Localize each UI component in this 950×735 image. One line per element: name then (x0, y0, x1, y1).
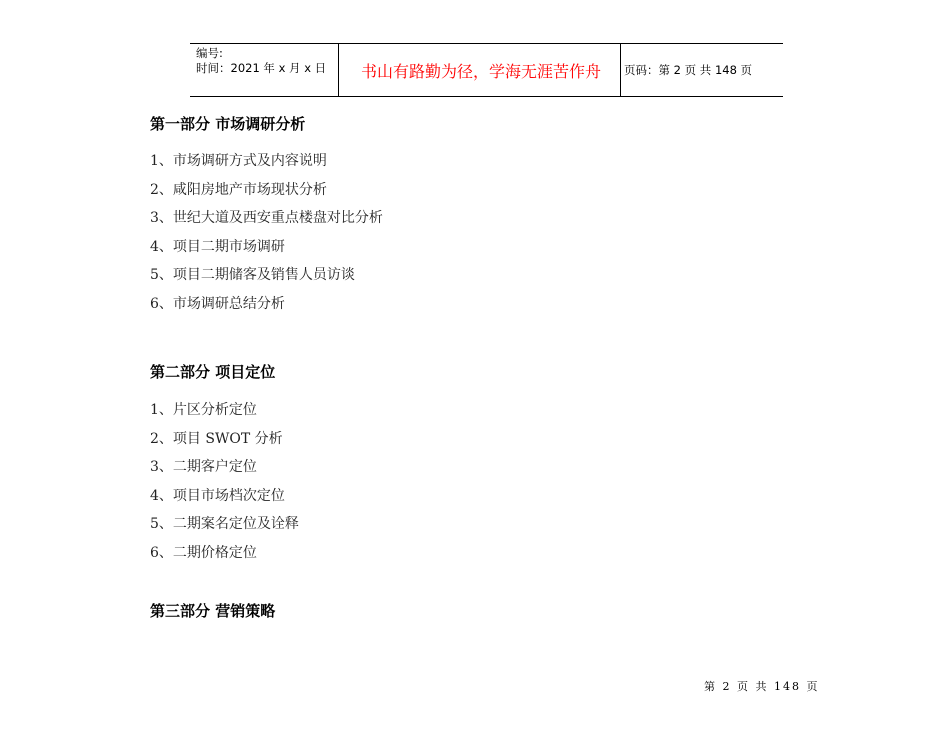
section-1-title: 第一部分 市场调研分析 (150, 115, 306, 133)
section-1-item: 3、世纪大道及西安重点楼盘对比分析 (150, 210, 383, 226)
section-1-item: 2、咸阳房地产市场现状分析 (150, 182, 327, 198)
header-left-cell (196, 46, 326, 76)
section-2-item: 2、项目 SWOT 分析 (150, 431, 283, 447)
page-header (190, 43, 783, 97)
section-1-item: 4、项目二期市场调研 (150, 239, 285, 255)
section-2-item: 1、片区分析定位 (150, 402, 257, 418)
page-footer: 第 2 页 共 148 页 (704, 680, 820, 693)
section-1-item: 6、市场调研总结分析 (150, 296, 285, 312)
section-2-title: 第二部分 项目定位 (150, 363, 276, 381)
section-2-item: 5、二期案名定位及诠释 (150, 516, 299, 532)
section-2-item: 6、二期价格定位 (150, 545, 257, 561)
header-motto: 书山有路勤为径，学海无涯苦作舟 (360, 61, 601, 81)
section-2-item: 4、项目市场档次定位 (150, 488, 285, 504)
section-1-item: 1、市场调研方式及内容说明 (150, 153, 327, 169)
section-2-item: 3、二期客户定位 (150, 459, 257, 475)
header-page-code: 页码：第 2 页 共 148 页 (624, 63, 753, 77)
time-label: 时间：2021 年 x 月 x 日 (196, 61, 327, 75)
header-divider-2 (620, 44, 621, 96)
number-label: 编号: (196, 46, 223, 60)
section-3-title: 第三部分 营销策略 (150, 602, 276, 620)
header-divider-1 (338, 44, 339, 96)
section-1-item: 5、项目二期储客及销售人员访谈 (150, 267, 355, 283)
